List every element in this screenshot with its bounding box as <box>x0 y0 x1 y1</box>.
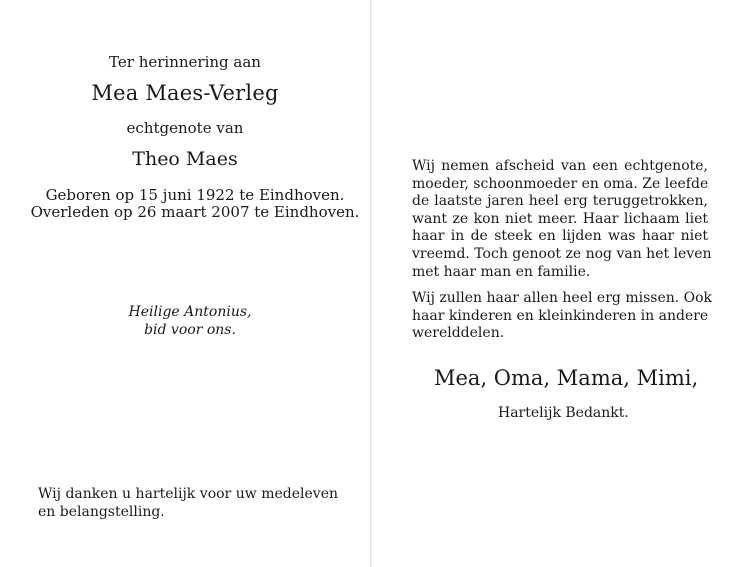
missing-paragraph <box>412 290 713 343</box>
paragraph-line: Wij zullen haar allen heel erg missen. Ook <box>412 290 713 306</box>
paragraph-line: werelddelen. <box>412 325 505 342</box>
thanks-note <box>38 485 338 521</box>
prayer-line: bid voor ons. <box>144 322 236 338</box>
deceased-name: Mea Maes-Verleg <box>91 81 279 105</box>
farewell-paragraph <box>412 158 712 281</box>
right-page <box>372 0 735 567</box>
paragraph-line: met haar man en familie. <box>412 263 591 280</box>
thanks-line: Wij danken u hartelijk voor uw medeleven <box>38 486 338 502</box>
paragraph-line: want ze kon niet meer. Haar lichaam liet <box>412 210 708 227</box>
prayer-line: Heilige Antonius, <box>128 304 252 320</box>
spouse-name: Theo Maes <box>132 148 238 170</box>
paragraph-line: haar in de steek en lijden was haar niet <box>412 228 708 245</box>
closing-names: Mea, Oma, Mama, Mimi, <box>434 366 699 390</box>
paragraph-line: vreemd. Toch genoot ze nog van het leven <box>412 245 712 262</box>
paragraph-line: haar kinderen en kleinkinderen in andere <box>412 307 709 324</box>
death-line: Overleden op 26 maart 2007 te Eindhoven. <box>30 203 360 221</box>
paragraph-line: Wij nemen afscheid van een echtgenote, <box>412 158 708 174</box>
paragraph-line: de laatste jaren heel erg teruggetrokken, <box>412 193 708 210</box>
intro-text: Ter herinnering aan <box>109 53 261 71</box>
spouse-label: echtgenote van <box>126 119 244 137</box>
signoff: Hartelijk Bedankt. <box>498 405 629 421</box>
prayer <box>90 303 290 339</box>
birth-line: Geboren op 15 juni 1922 te Eindhoven. <box>45 186 345 204</box>
thanks-line: en belangstelling. <box>38 504 165 520</box>
paragraph-line: moeder, schoonmoeder en oma. Ze leefde <box>412 175 709 192</box>
